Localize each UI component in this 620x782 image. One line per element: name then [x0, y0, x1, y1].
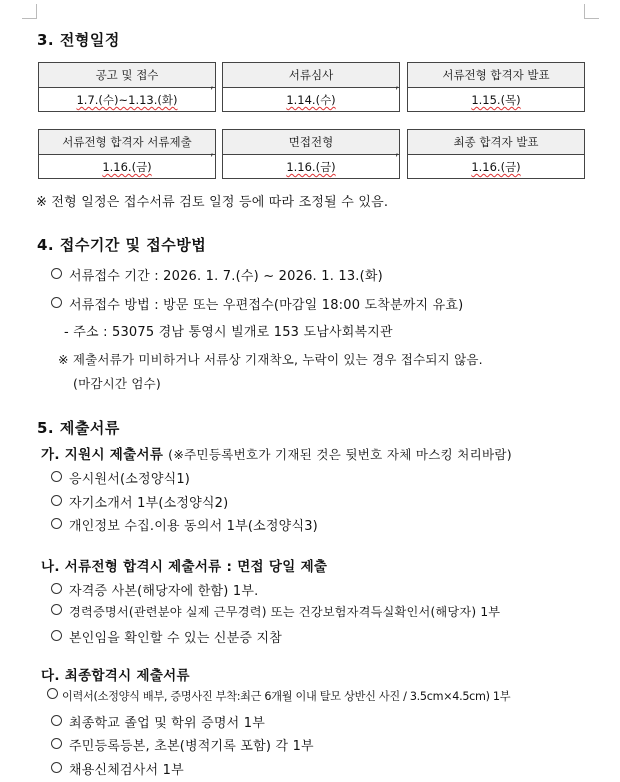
schedule-separator: ,	[210, 77, 214, 91]
schedule-note: ※ 전형 일정은 접수서류 검토 일정 등에 따라 조정될 수 있음.	[36, 195, 389, 210]
list-item: 이력서(소정양식 배부, 증명사진 부착:최근 6개월 이내 탈모 상반신 사진 / 3.5cm×4.5cm) 1부	[47, 688, 510, 704]
schedule-date: 1.14.(수)	[286, 93, 336, 107]
circle-bullet-icon	[51, 268, 62, 279]
submission-note: ※ 제출서류가 미비하거나 서류상 기재착오, 누락이 있는 경우 접수되지 않음.	[58, 352, 483, 367]
schedule-date: 1.16.(금)	[286, 160, 336, 174]
page-corner-mark	[22, 4, 37, 19]
schedule-label: 서류전형 합격자 서류제출	[39, 130, 215, 155]
circle-bullet-icon	[51, 762, 62, 773]
schedule-label: 서류심사	[223, 63, 399, 88]
schedule-box	[222, 62, 400, 112]
schedule-box	[407, 62, 585, 112]
list-item: 채용신체검사서 1부	[51, 759, 184, 778]
list-item: 서류접수 기간 : 2026. 1. 7.(수) ~ 2026. 1. 13.(화)	[51, 265, 383, 284]
circle-bullet-icon	[51, 471, 62, 482]
schedule-box	[38, 129, 216, 179]
subsection-na-title: 나. 서류전형 합격시 제출서류 : 면접 당일 제출	[41, 559, 328, 575]
list-item: 자기소개서 1부(소정양식2)	[51, 492, 228, 511]
schedule-date: 1.7.(수)~1.13.(화)	[76, 93, 178, 107]
schedule-separator: ,	[210, 144, 214, 158]
schedule-date: 1.16.(금)	[471, 160, 521, 174]
list-item: 응시원서(소정양식1)	[51, 468, 190, 487]
schedule-label: 서류전형 합격자 발표	[408, 63, 584, 88]
circle-bullet-icon	[51, 715, 62, 726]
section-3-title: 3. 전형일정	[37, 31, 120, 49]
subsection-ga-title: 가. 지원시 제출서류 (※주민등록번호가 기재된 것은 뒷번호 자체 마스킹 처리바람)	[41, 447, 512, 463]
circle-bullet-icon	[51, 738, 62, 749]
circle-bullet-icon	[51, 604, 62, 615]
list-item: 본인임을 확인할 수 있는 신분증 지참	[51, 627, 282, 646]
section-5-title: 5. 제출서류	[37, 419, 120, 437]
schedule-label: 면접전형	[223, 130, 399, 155]
address-line: - 주소 : 53075 경남 통영시 빌개로 153 도남사회복지관	[64, 325, 393, 340]
section-4-title: 4. 접수기간 및 접수방법	[37, 236, 207, 254]
schedule-box	[38, 62, 216, 112]
schedule-box	[407, 129, 585, 179]
list-item: 경력증명서(관련분야 실제 근무경력) 또는 건강보험자격득실확인서(해당자) 1부	[51, 603, 500, 620]
list-item: 주민등록등본, 초본(병적기록 포함) 각 1부	[51, 735, 314, 754]
schedule-label: 최종 합격자 발표	[408, 130, 584, 155]
list-item: 최종학교 졸업 및 학위 증명서 1부	[51, 712, 265, 731]
list-item: 자격증 사본(해당자에 한함) 1부.	[51, 580, 258, 599]
schedule-box	[222, 129, 400, 179]
circle-bullet-icon	[51, 297, 62, 308]
schedule-date: 1.16.(금)	[102, 160, 152, 174]
circle-bullet-icon	[51, 495, 62, 506]
schedule-date: 1.15.(목)	[471, 93, 521, 107]
list-item: 개인정보 수집.이용 동의서 1부(소정양식3)	[51, 515, 318, 534]
circle-bullet-icon	[47, 688, 58, 699]
circle-bullet-icon	[51, 518, 62, 529]
schedule-label: 공고 및 접수	[39, 63, 215, 88]
circle-bullet-icon	[51, 583, 62, 594]
deadline-note: (마감시간 엄수)	[73, 376, 161, 391]
list-item: 서류접수 방법 : 방문 또는 우편접수(마감일 18:00 도착분까지 유효)	[51, 294, 463, 313]
schedule-separator: ,	[395, 77, 399, 91]
schedule-separator: ,	[395, 144, 399, 158]
subsection-da-title: 다. 최종합격시 제출서류	[41, 668, 190, 684]
page-corner-mark	[584, 4, 599, 19]
circle-bullet-icon	[51, 630, 62, 641]
